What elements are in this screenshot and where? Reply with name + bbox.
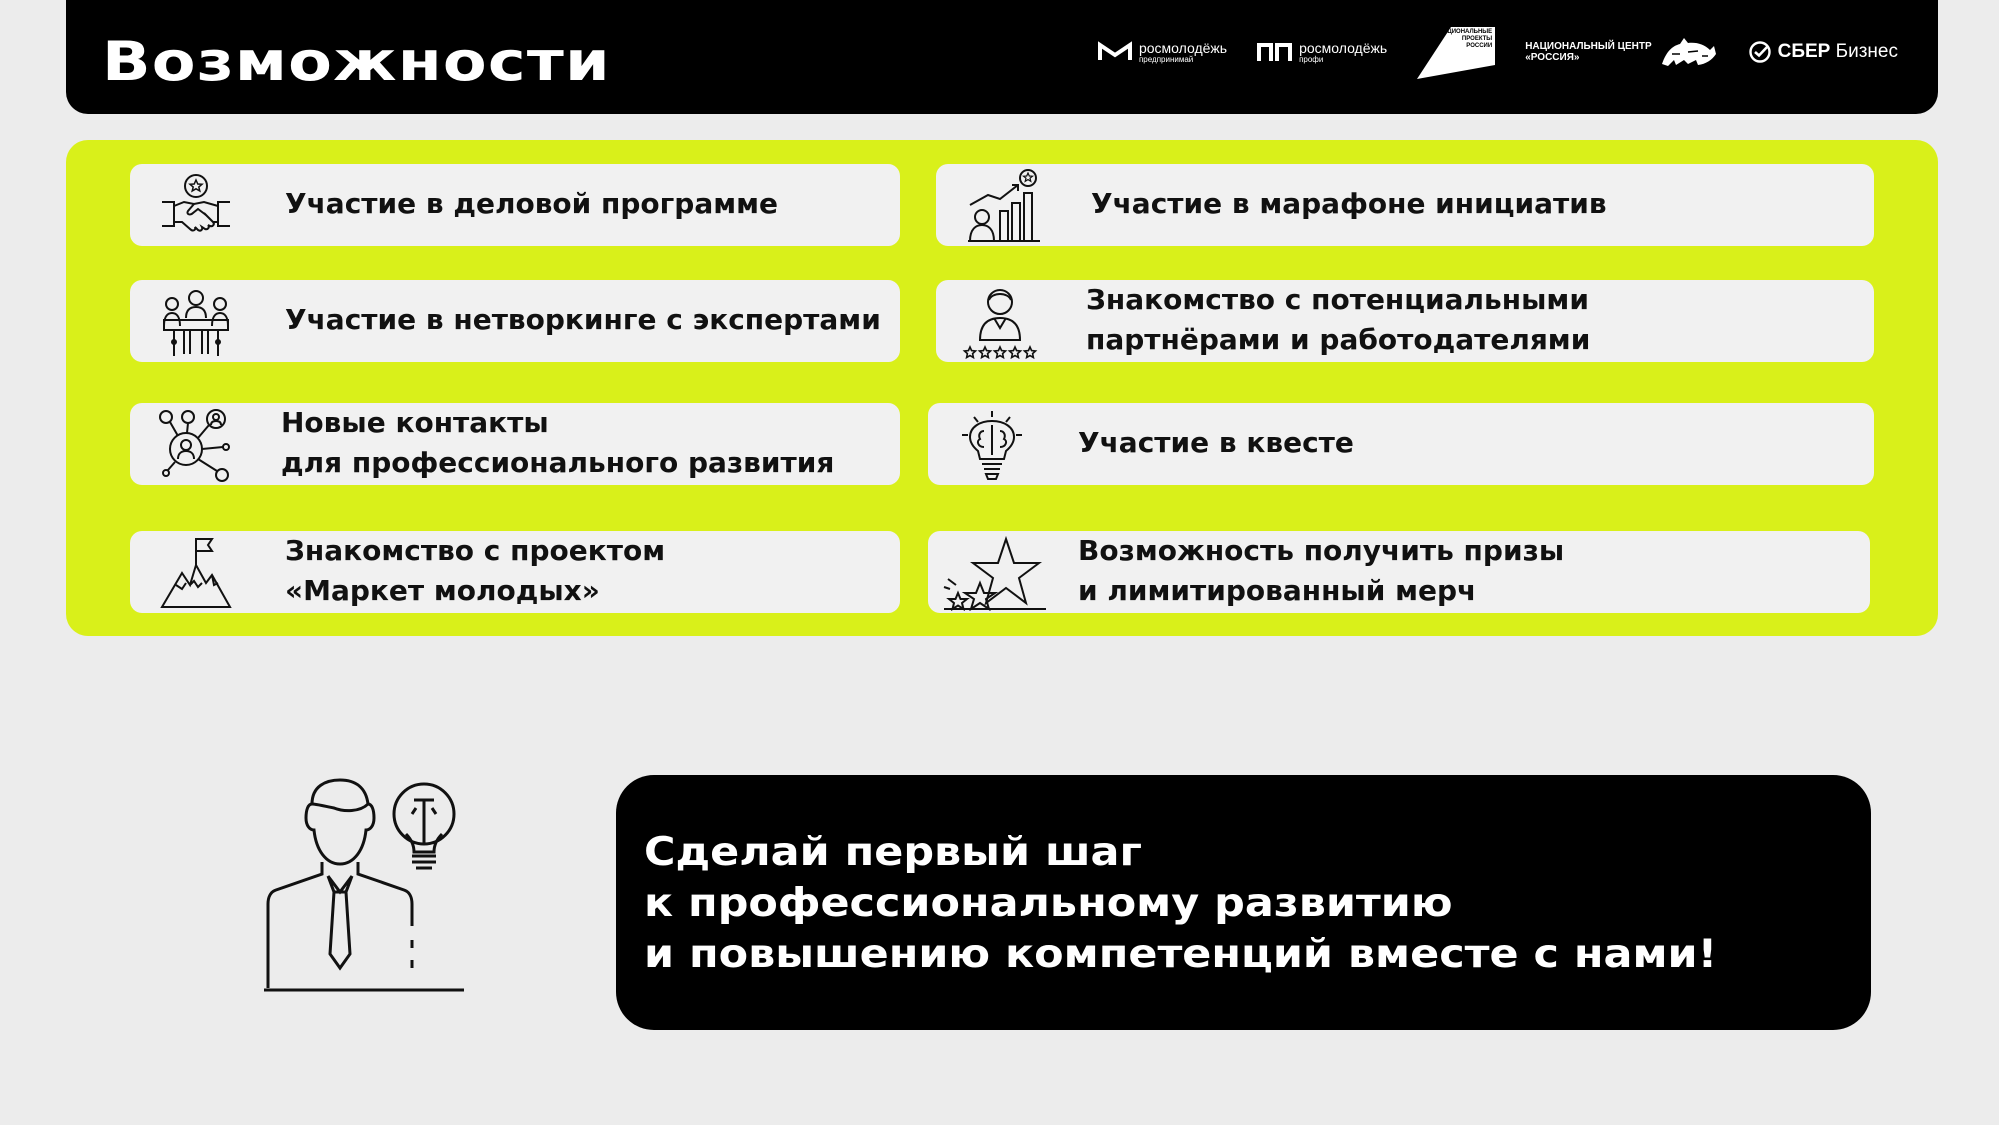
rosmolodezh-entrepreneurship-logo: росмолодёжь предпринимай xyxy=(1097,41,1227,64)
growth-chart-icon xyxy=(966,167,1042,243)
m-mark-icon xyxy=(1097,41,1133,63)
opportunity-label: Участие в нетворкинге с экспертами xyxy=(285,303,881,336)
handshake-star-icon xyxy=(160,172,232,238)
opportunity-label: Знакомство с потенциальными партнёрами и работодателями xyxy=(1086,283,1591,356)
sber-business-logo: СБЕР Бизнес xyxy=(1748,40,1898,64)
brain-bulb-icon xyxy=(956,409,1028,481)
p-mark-icon xyxy=(1257,41,1293,63)
bear-emblem-icon xyxy=(1658,34,1718,70)
meeting-table-icon xyxy=(160,286,232,358)
call-to-action-text: Сделай первый шаг к профессиональному развитию и повышению компетенций вместе с нами! xyxy=(644,830,1718,977)
rosmolodezh-profi-logo: росмолодёжь профи xyxy=(1257,41,1387,64)
opportunity-card-business-program xyxy=(130,164,900,246)
opportunities-panel xyxy=(66,140,1938,636)
sber-check-icon xyxy=(1748,40,1772,64)
opportunity-label: Участие в квесте xyxy=(1078,426,1354,459)
opportunity-card-initiatives-marathon xyxy=(936,164,1874,246)
opportunity-card-market-project xyxy=(130,531,900,613)
header-bar xyxy=(66,0,1938,114)
opportunity-card-quest xyxy=(928,403,1874,485)
opportunity-label: Участие в марафоне инициатив xyxy=(1091,187,1607,220)
opportunity-label: Знакомство с проектом «Маркет молодых» xyxy=(285,534,666,607)
call-to-action-banner xyxy=(616,775,1871,1030)
person-rating-icon xyxy=(962,284,1038,360)
person-idea-icon xyxy=(262,778,466,996)
mountain-flag-icon xyxy=(160,535,232,611)
opportunity-label: Участие в деловой программе xyxy=(285,187,778,220)
opportunity-card-prizes-merch xyxy=(928,531,1870,613)
network-contacts-icon xyxy=(158,407,234,483)
opportunity-card-networking xyxy=(130,280,900,362)
opportunity-label: Новые контакты для профессионального развития xyxy=(281,406,835,479)
national-center-russia-logo: НАЦИОНАЛЬНЫЙ ЦЕНТР «РОССИЯ» xyxy=(1525,34,1717,70)
national-projects-logo: НАЦИОНАЛЬНЫЕ ПРОЕКТЫ РОССИИ xyxy=(1417,25,1495,79)
opportunity-card-partners-employers xyxy=(936,280,1874,362)
opportunity-label: Возможность получить призы и лимитированный мерч xyxy=(1078,534,1565,607)
stars-icon xyxy=(942,535,1048,611)
page-title: Возможности xyxy=(102,30,611,93)
opportunity-card-new-contacts xyxy=(130,403,900,485)
partner-logos xyxy=(1097,24,1898,80)
